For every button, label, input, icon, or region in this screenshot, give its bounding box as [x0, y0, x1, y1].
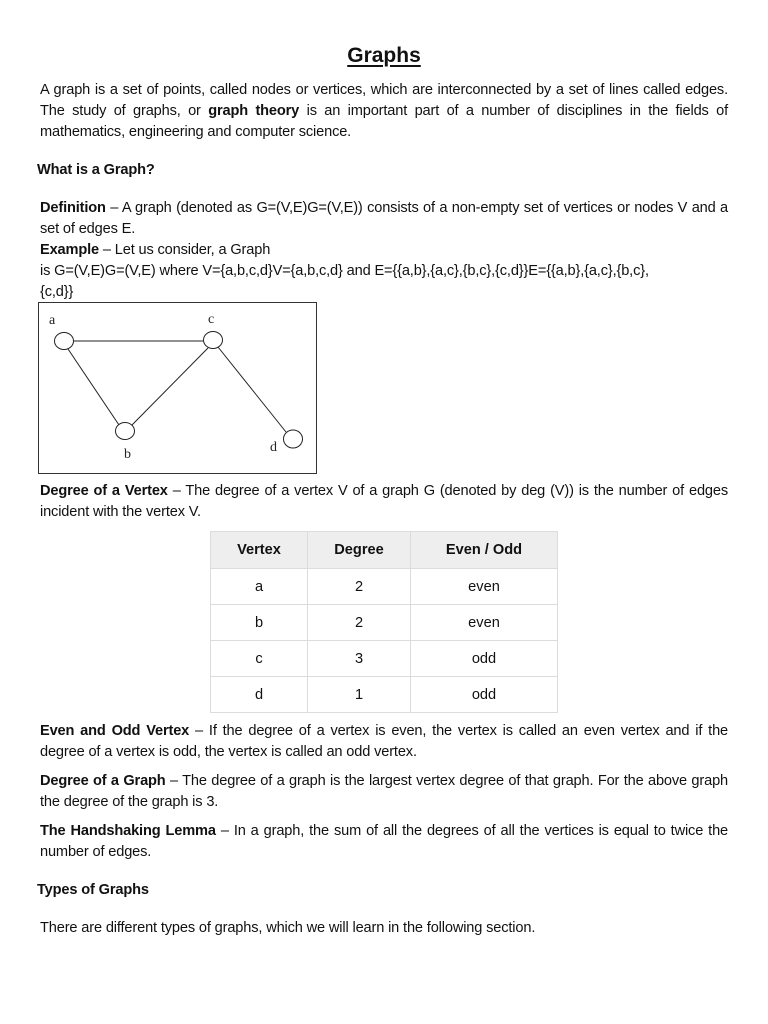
edge-b-c	[132, 348, 208, 425]
table-row	[211, 605, 558, 641]
degree-graph-text: – The degree of a graph is the largest vertex degree of that graph. For the above graph the degree of the graph is 3.	[40, 773, 729, 810]
table-cell: 3	[308, 641, 411, 677]
example-label: Example	[40, 242, 99, 258]
intro-paragraph	[40, 80, 728, 143]
degree-vertex-label: Degree of a Vertex	[40, 483, 168, 499]
intro-text: A graph is a set of points, called nodes or vertices, which are interconnected by a set of lines called edges. The study of graphs, or	[40, 82, 728, 119]
table-cell: b	[211, 605, 308, 641]
example-line3: {c,d}}	[40, 284, 74, 300]
node-d	[284, 430, 303, 448]
even-odd-paragraph	[40, 721, 728, 763]
node-label-d: d	[270, 440, 277, 455]
table-cell: a	[211, 569, 308, 605]
definition-label: Definition	[40, 200, 106, 216]
table-cell: even	[411, 605, 558, 641]
table-cell: odd	[411, 677, 558, 713]
node-label-b: b	[124, 447, 131, 462]
node-c	[204, 332, 223, 349]
example-line1: – Let us consider, a Graph	[98, 242, 271, 258]
table-row	[211, 677, 558, 713]
table-cell: d	[211, 677, 308, 713]
degree-vertex-text: – The degree of a vertex V of a graph G (denoted by deg (V)) is the number of edges incident with the vertex V.	[40, 483, 729, 520]
node-label-c: c	[208, 312, 215, 327]
handshaking-label: The Handshaking Lemma	[40, 823, 216, 839]
table-row	[211, 641, 558, 677]
edge-c-d	[218, 347, 286, 432]
types-intro-paragraph: There are different types of graphs, which we will learn in the following section.	[40, 920, 536, 936]
node-b	[116, 423, 135, 440]
intro-text-end: is an important part of a number of disciplines in the fields of mathematics, engineering and computer science.	[40, 103, 728, 140]
edge-a-b	[68, 349, 119, 425]
node-a	[55, 333, 74, 350]
degree-graph-paragraph	[40, 771, 728, 813]
handshaking-text: – In a graph, the sum of all the degrees of all the vertices is equal to twice the number of edges.	[40, 823, 729, 860]
degree-graph-label: Degree of a Graph	[40, 773, 166, 789]
table-cell: even	[411, 569, 558, 605]
graph-diagram	[39, 303, 316, 473]
column-header: Degree	[308, 532, 411, 569]
degree-table	[210, 531, 558, 713]
table-row	[211, 569, 558, 605]
even-odd-label: Even and Odd Vertex	[40, 723, 190, 739]
column-header: Even / Odd	[411, 532, 558, 569]
intro-bold-term: graph theory	[208, 103, 300, 119]
handshaking-paragraph	[40, 821, 728, 863]
page-title: Graphs	[347, 44, 421, 67]
table-cell: 2	[308, 569, 411, 605]
even-odd-text: – If the degree of a vertex is even, the vertex is called an even vertex and if the degree of a vertex is odd, the vertex is called an odd vertex.	[40, 723, 728, 760]
table-cell: c	[211, 641, 308, 677]
table-header-row	[211, 532, 558, 569]
section-heading-what-is-graph: What is a Graph?	[37, 162, 155, 178]
definition-paragraph	[40, 198, 728, 240]
table-cell: odd	[411, 641, 558, 677]
example-paragraph	[40, 240, 728, 303]
section-heading-types-of-graphs: Types of Graphs	[37, 882, 149, 898]
definition-text: – A graph (denoted as G=(V,E)G=(V,E)) consists of a non-empty set of vertices or nodes V and a set of edges E.	[40, 200, 728, 237]
degree-vertex-paragraph	[40, 481, 728, 523]
graph-figure	[38, 302, 317, 474]
example-line2: is G=(V,E)G=(V,E) where V={a,b,c,d}V={a,b,c,d} and E={{a,b},{a,c},{b,c},{c,d}}E={{a,b},{a,c},{b,c},	[40, 263, 649, 279]
node-label-a: a	[49, 313, 56, 328]
column-header: Vertex	[211, 532, 308, 569]
table-cell: 2	[308, 605, 411, 641]
table-cell: 1	[308, 677, 411, 713]
